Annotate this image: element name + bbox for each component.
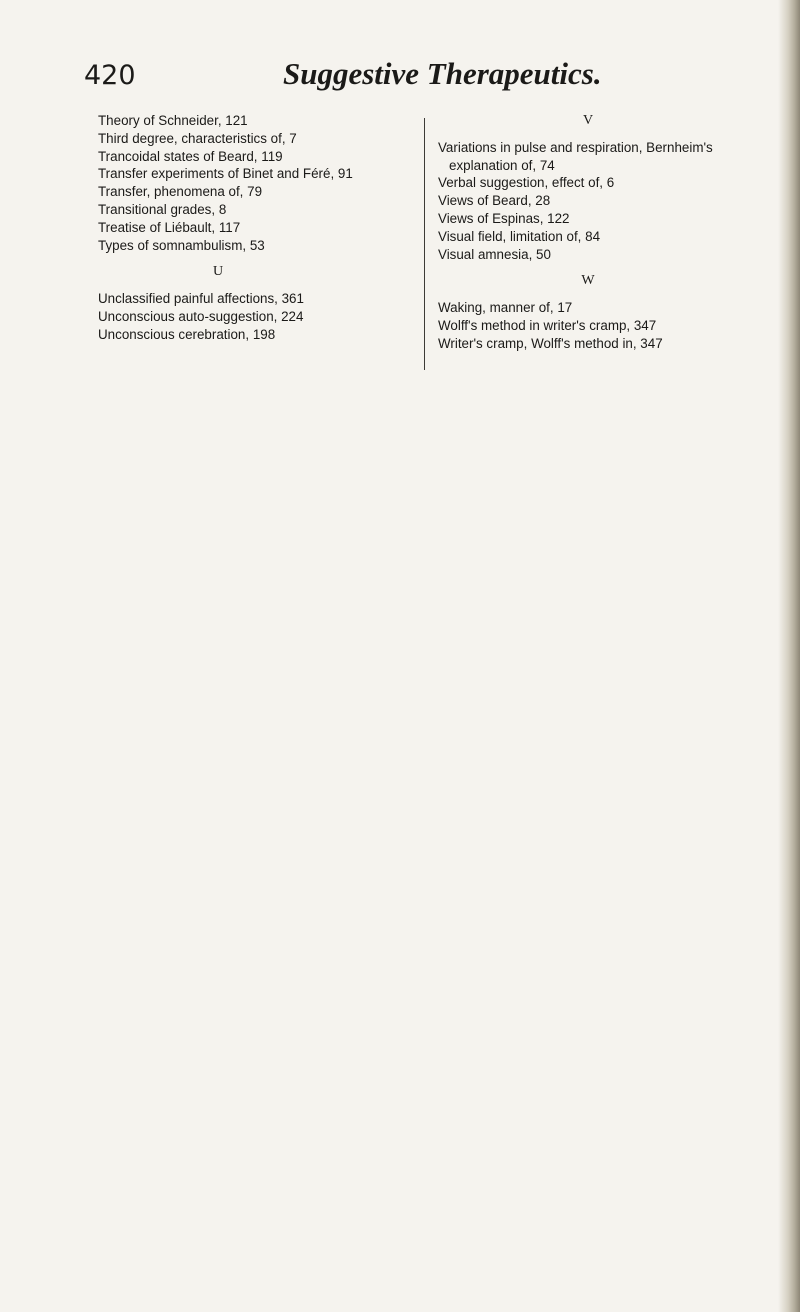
index-entry: Third degree, characteristics of, 7 — [98, 130, 297, 146]
page-edge-shadow — [778, 0, 800, 1312]
index-entry: Unclassified painful affections, 361 — [98, 291, 304, 307]
section-letter-w: W — [581, 273, 595, 289]
index-entry: Transitional grades, 8 — [98, 201, 227, 217]
page-number: 420 — [84, 60, 136, 91]
index-column-right — [438, 112, 778, 353]
column-divider — [424, 118, 425, 370]
index-entry: Writer's cramp, Wolff's method in, 347 — [438, 335, 663, 351]
index-entry: Visual field, limitation of, 84 — [438, 228, 601, 244]
index-entry: Treatise of Liébault, 117 — [98, 219, 241, 235]
index-entry: Transfer experiments of Binet and Féré, 91 — [98, 166, 353, 182]
index-entry: Views of Espinas, 122 — [438, 210, 570, 226]
index-entry: Unconscious cerebration, 198 — [98, 326, 276, 342]
index-entry: Trancoidal states of Beard, 119 — [98, 148, 283, 164]
index-entry: Verbal suggestion, effect of, 6 — [438, 175, 615, 191]
index-entry: Visual amnesia, 50 — [438, 246, 551, 262]
index-entry: Waking, manner of, 17 — [438, 300, 573, 316]
index-entry: Transfer, phenomena of, 79 — [98, 184, 263, 200]
section-letter-u: U — [212, 264, 224, 280]
index-entry: Theory of Schneider, 121 — [98, 113, 248, 128]
section-letter-v: V — [582, 113, 594, 128]
index-entry: Views of Beard, 28 — [438, 193, 551, 209]
index-entry: Unconscious auto-suggestion, 224 — [98, 308, 304, 324]
index-entry-continuation: explanation of, 74 — [449, 157, 555, 173]
index-entry: Types of somnambulism, 53 — [98, 237, 265, 253]
running-head-title: Suggestive Therapeutics. — [283, 56, 602, 91]
index-entry: Wolff's method in writer's cramp, 347 — [438, 317, 657, 333]
index-entry: Variations in pulse and respiration, Bernheim's — [438, 139, 713, 155]
index-column-left — [98, 112, 418, 344]
